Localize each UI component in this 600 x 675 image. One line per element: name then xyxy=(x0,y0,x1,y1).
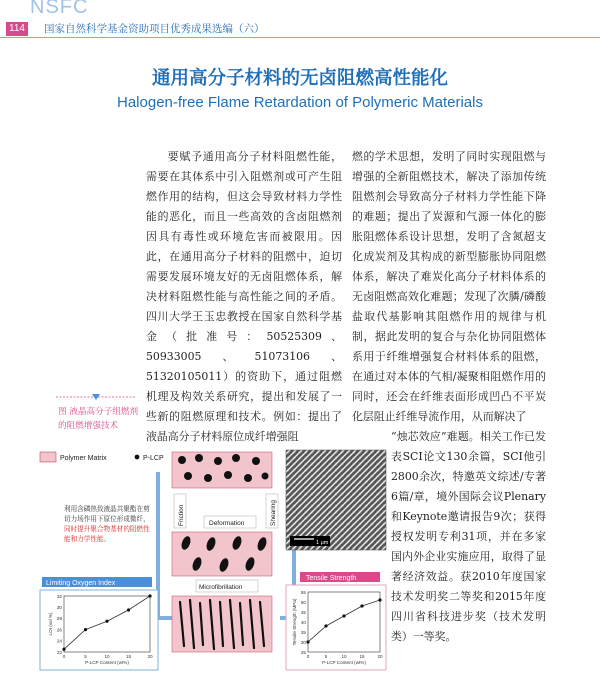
loi-ytick-label: 22 xyxy=(56,649,62,655)
page-header xyxy=(0,0,600,38)
loi-xtick-label: 10 xyxy=(104,654,110,659)
tensile-xtick-label: 20 xyxy=(377,654,383,659)
tensile-xtick-label: 10 xyxy=(341,654,347,659)
figure-side-note xyxy=(64,504,156,574)
article-title-cn: 通用高分子材料的无卤阻燃高性能化 xyxy=(151,68,448,89)
loi-xtick-label: 5 xyxy=(84,654,87,659)
tensile-data-point xyxy=(324,624,327,627)
friction-label: Friction xyxy=(178,504,185,526)
loi-data-point xyxy=(148,594,151,597)
tensile-ytick-label: 45 xyxy=(300,609,306,615)
tensile-ytick-label: 50 xyxy=(300,599,306,605)
deformation-label: Deformation xyxy=(209,520,245,527)
loi-ytick-label: 26 xyxy=(56,627,62,633)
body-column-2 xyxy=(352,147,546,427)
loi-ytick-label: 28 xyxy=(56,616,62,622)
tensile-ylabel: Tensile Strength (MPa) xyxy=(292,598,297,646)
figure-caption: 图 液晶高分子组燃剂的阻燃增强技术 xyxy=(58,407,139,431)
tensile-ytick-label: 30 xyxy=(300,639,306,645)
figure-illustration xyxy=(36,440,390,672)
loi-xtick-label: 15 xyxy=(125,654,132,659)
series-title: 国家自然科学基金资助项目优秀成果选编（六） xyxy=(44,23,265,35)
side-note-black: 利用含磷热致液晶共聚酯在剪切力场作用下原位形成微纤， xyxy=(64,505,150,523)
body-column-3 xyxy=(391,427,546,647)
tensile-data-point xyxy=(342,614,345,617)
tensile-xtick-label: 5 xyxy=(324,654,328,659)
tensile-ytick-label: 25 xyxy=(300,649,306,655)
sem-micrograph xyxy=(286,450,386,550)
tensile-xtick-label: 0 xyxy=(306,654,310,659)
legend-lcp-dot xyxy=(135,455,140,460)
body-paragraph-3: “烛芯效应”难题。相关工作已发表SCI论文130余篇，SCI他引2800余次，特邀英文综述/专著6篇/章，境外国际会议Plenary和Keynote邀请报告9次；获得授权发明专利31项，并在多家国内外企业实施应用，取得了显著经济效益。获2010年度国家技术发明奖二等奖和2015年度四川省科技进步奖（技术发明类）一等奖。 xyxy=(391,430,546,643)
legend-matrix-label: Polymer Matrix xyxy=(60,455,107,462)
process-arrow-frame xyxy=(158,472,172,618)
tensile-ytick-label: 35 xyxy=(300,629,306,635)
loi-xlabel: P-LCP Content (wt%) xyxy=(85,660,129,665)
figure-lcp-flame-retardant xyxy=(36,440,390,672)
side-note-red: 同时提升聚合物基材的阻燃性能和力学性能。 xyxy=(64,525,150,543)
tensile-data-point xyxy=(360,604,363,607)
loi-xtick-label: 0 xyxy=(62,654,66,659)
tensile-data-point xyxy=(378,598,381,601)
tensile-xlabel: P-LCP Content (wt%) xyxy=(322,660,366,665)
tensile-ytick-label: 40 xyxy=(300,619,306,625)
legend-matrix-swatch xyxy=(40,452,56,462)
shearing-label: Shearing xyxy=(270,499,277,526)
loi-ytick-label: 32 xyxy=(56,593,62,599)
page-number: 114 xyxy=(6,22,28,36)
body-paragraph-2: 燃的学术思想，发明了同时实现阻燃与增强的全新阻燃技术，解决了添加传统阻燃剂会导致高分子材料力学性能下降的难题；提出了炭源和气源一体化的膨胀阻燃体系设计思想，发明了含氮超支化成炭剂及其构成的新型膨胀协同阻燃体系，解决了难炭化高分子材料体系的无卤阻燃高效化难题；发现了次膦/磷酸盐取代基影响其阻燃作用的规律与机制，据此发明的复合与杂化协同阻燃体系用于纤维增强复合材料体系的阻燃，在通过对本体的气相/凝聚相阻燃作用的同时，还会在纤维表面形成凹凸不平炭化层阻止纤维导流作用，从而解决了 xyxy=(352,150,546,423)
loi-data-point xyxy=(62,648,65,651)
body-paragraph-1: 要赋予通用高分子材料阻燃性能，需要在其体系中引入阻燃剂或可产生阻燃作用的结构，但这会导致材料力学性能的恶化，而且一些高效的含卤阻燃剂因具有毒性或环境危害而被限用。因此，在通用高分子材料的阻燃中，迫切需要发展环境友好的无卤阻燃体系，解决材料阻燃性能与高性能之间的矛盾。四川大学王玉忠教授在国家自然科学基金（批准号：50525309、50933005、51073106、51320105011）的资助下，通过阻燃机理及构效关系研究，提出和发展了一些新的阻燃原理和技术。例如：提出了液晶高分子材料原位成纤增强阻 xyxy=(146,150,342,443)
body-column-1 xyxy=(146,147,342,447)
microfibrillation-label: Microfibrillation xyxy=(199,584,243,591)
caption-marker-icon xyxy=(56,392,136,402)
loi-data-point xyxy=(127,608,130,611)
tensile-xtick-label: 15 xyxy=(359,654,365,659)
loi-ylabel: LOI (vol %) xyxy=(48,612,53,636)
loi-title: Limiting Oxygen Index xyxy=(46,580,116,587)
loi-ytick-label: 24 xyxy=(56,638,62,644)
legend-lcp-label: P-LCP xyxy=(143,455,164,462)
header-divider xyxy=(0,37,600,38)
loi-data-point xyxy=(105,620,108,623)
loi-ytick-label: 30 xyxy=(56,605,62,610)
article-title-en: Halogen-free Flame Retardation of Polymeric Materials xyxy=(117,94,483,111)
sem-scale-label: 1 μm xyxy=(316,540,329,546)
loi-xtick-label: 20 xyxy=(147,654,153,659)
tensile-title: Tensile Strength xyxy=(306,575,357,582)
loi-data-point xyxy=(84,628,87,631)
tensile-chart-frame xyxy=(286,585,386,670)
nsfc-logo: NSFC xyxy=(30,0,89,18)
tensile-ytick-label: 55 xyxy=(300,589,306,595)
tensile-data-point xyxy=(306,640,309,643)
